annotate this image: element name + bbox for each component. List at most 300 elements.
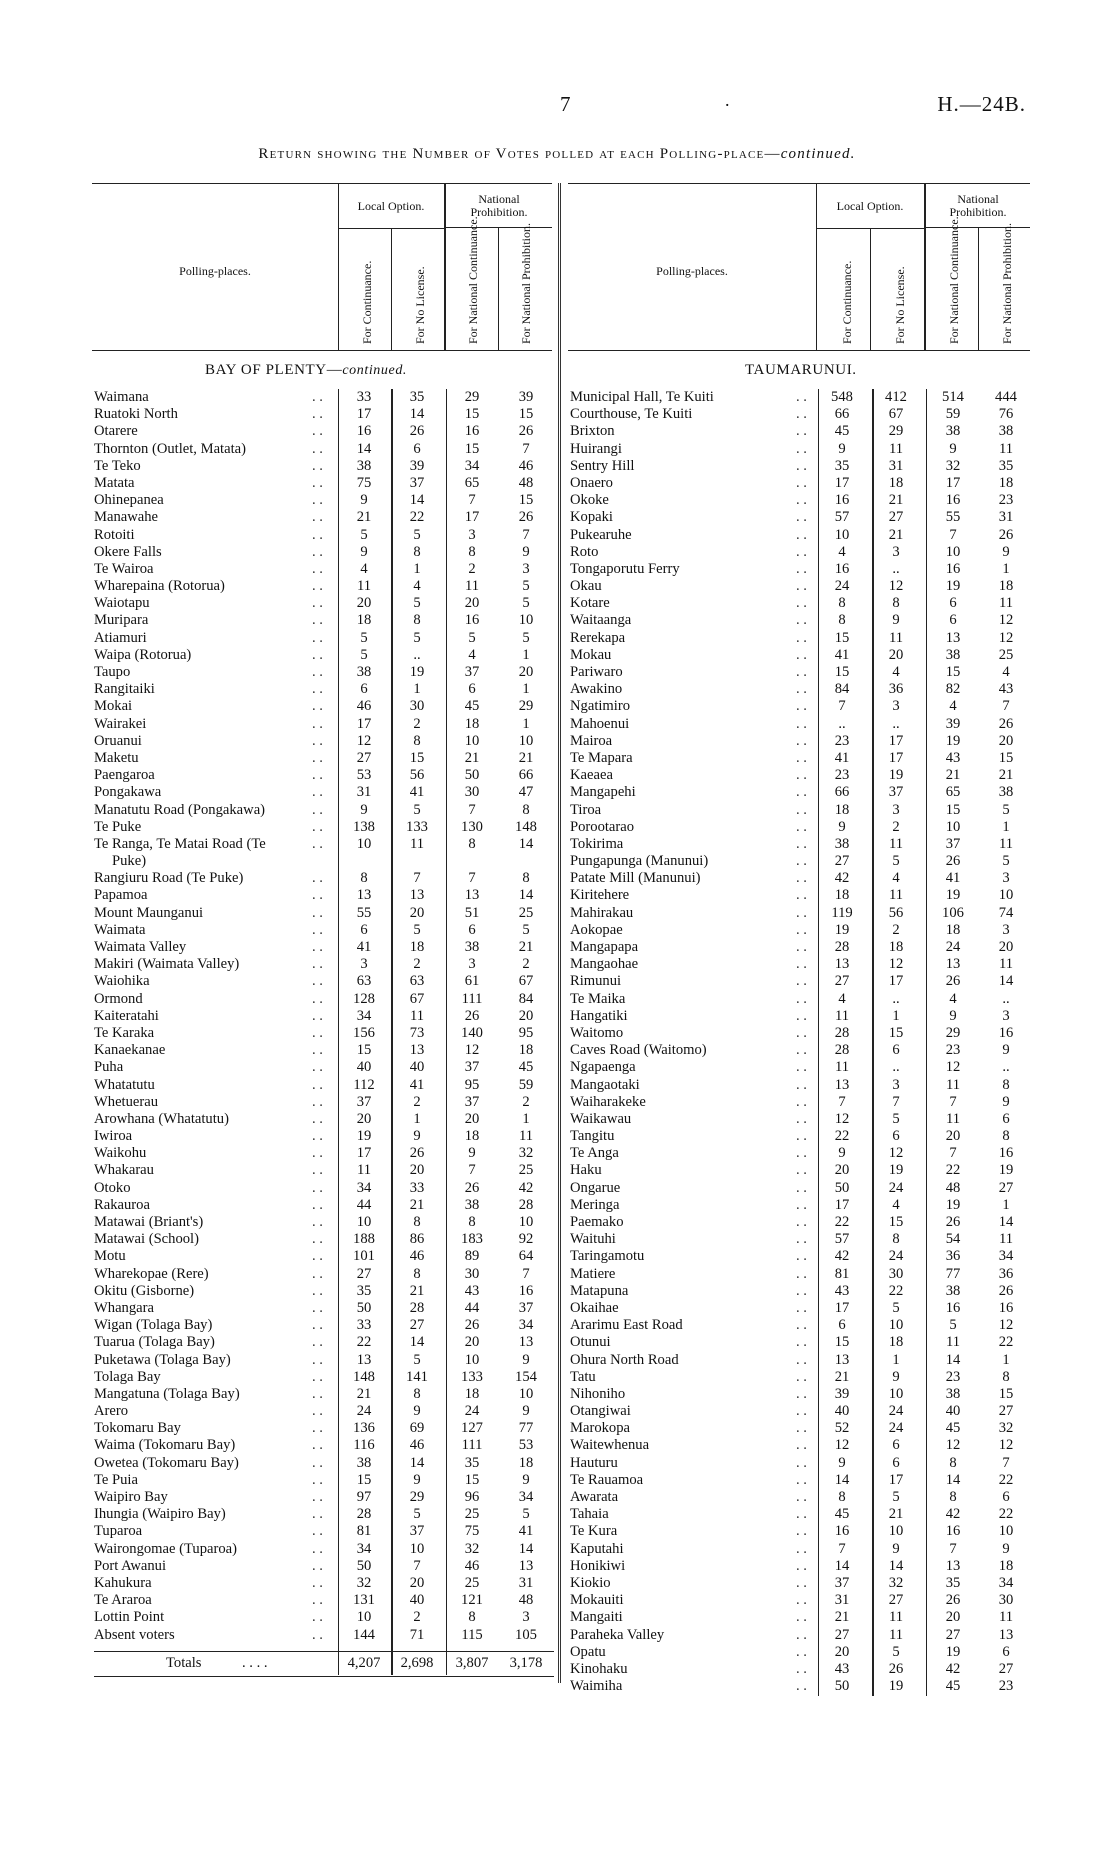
vote-count: 15 bbox=[998, 749, 1014, 766]
vote-count: 21 bbox=[945, 767, 961, 784]
vote-count: 11 bbox=[409, 1007, 425, 1024]
table-row bbox=[570, 870, 1030, 887]
vote-count: 20 bbox=[888, 646, 904, 663]
polling-place-name: Paengaroa bbox=[94, 767, 155, 784]
total-value: 3,178 bbox=[509, 1654, 543, 1671]
vote-count: 11 bbox=[998, 956, 1014, 973]
local-option-heading: Local Option. bbox=[338, 184, 444, 229]
vote-count: 31 bbox=[834, 1592, 850, 1609]
polling-place-name: Okere Falls bbox=[94, 543, 162, 560]
vote-count: 18 bbox=[464, 1385, 480, 1402]
vote-count: 75 bbox=[356, 474, 372, 491]
vote-count: 26 bbox=[464, 1007, 480, 1024]
dot-leader: . . bbox=[796, 474, 807, 491]
vote-count: 9 bbox=[1002, 1042, 1010, 1059]
vote-count: 34 bbox=[464, 457, 480, 474]
column-rule bbox=[391, 389, 393, 1675]
vote-count: 12 bbox=[834, 1437, 850, 1454]
vote-count: 13 bbox=[945, 629, 961, 646]
vote-count: 12 bbox=[998, 1317, 1014, 1334]
vote-count: 35 bbox=[356, 1282, 372, 1299]
polling-place-name: Waitomo bbox=[570, 1024, 624, 1041]
polling-place-name: Waitaanga bbox=[570, 612, 632, 629]
vote-count: 4 bbox=[892, 1196, 900, 1213]
table-row bbox=[570, 716, 1030, 733]
table-row bbox=[94, 767, 554, 784]
table-row bbox=[94, 784, 554, 801]
vote-count: 10 bbox=[888, 1317, 904, 1334]
table-row bbox=[570, 1627, 1030, 1644]
vote-count: 34 bbox=[998, 1574, 1014, 1591]
vote-count: 45 bbox=[834, 423, 850, 440]
vote-count: 18 bbox=[834, 887, 850, 904]
vote-count: 6 bbox=[468, 921, 476, 938]
vote-count: 41 bbox=[409, 1076, 425, 1093]
vote-count: 7 bbox=[413, 1557, 421, 1574]
vote-count: 4 bbox=[1002, 664, 1010, 680]
vote-count: 20 bbox=[464, 595, 480, 612]
vote-count: 2 bbox=[413, 1609, 421, 1626]
polling-place-name: Te Ranga, Te Matai Road (Te bbox=[94, 835, 266, 852]
dot-leader: . . bbox=[796, 1643, 807, 1660]
vote-count: 17 bbox=[888, 732, 904, 749]
polling-place-name: Huirangi bbox=[570, 440, 622, 457]
vote-count: 2 bbox=[413, 715, 421, 732]
vote-count: 21 bbox=[518, 749, 534, 766]
dot-leader: . . bbox=[796, 1317, 807, 1334]
vote-count: 12 bbox=[998, 612, 1014, 629]
vote-count: 64 bbox=[518, 1248, 534, 1265]
polling-place-name: Rerekapa bbox=[570, 629, 626, 646]
vote-count: 20 bbox=[998, 939, 1014, 955]
vote-count: 22 bbox=[409, 509, 425, 526]
table-row bbox=[570, 1472, 1030, 1489]
vote-count: 7 bbox=[949, 526, 957, 543]
vote-count: 34 bbox=[356, 1179, 372, 1196]
vote-count: 15 bbox=[409, 749, 425, 766]
dot-leader: . . bbox=[796, 1557, 807, 1574]
vote-count: 7 bbox=[522, 1265, 530, 1282]
polling-place-name: Kaeaea bbox=[570, 767, 613, 784]
vote-count: 37 bbox=[464, 1093, 480, 1110]
table-row bbox=[94, 423, 554, 440]
vote-count: 27 bbox=[356, 749, 372, 766]
vote-count: 11 bbox=[945, 1076, 961, 1093]
dot-leader: . . bbox=[312, 1368, 323, 1385]
dot-leader: . . bbox=[312, 440, 323, 457]
polling-place-name: Mokau bbox=[570, 646, 612, 663]
vote-count: 15 bbox=[888, 1024, 904, 1041]
vote-count: 13 bbox=[409, 1042, 425, 1059]
table-row bbox=[94, 1506, 554, 1523]
vote-count: 17 bbox=[464, 509, 480, 526]
vote-count: 111 bbox=[461, 1437, 483, 1454]
polling-place-name: Ngatimiro bbox=[570, 698, 630, 715]
vote-count: 37 bbox=[356, 1093, 372, 1110]
vote-count: 15 bbox=[998, 1385, 1014, 1402]
vote-count: 42 bbox=[945, 1506, 961, 1523]
table-row bbox=[94, 922, 554, 939]
polling-place-name: Awakino bbox=[570, 681, 623, 698]
table-row bbox=[94, 612, 554, 629]
dot-leader: . . bbox=[312, 1059, 323, 1076]
polling-place-name: Te Rauamoa bbox=[570, 1471, 644, 1488]
column-rule bbox=[446, 389, 447, 1675]
polling-place-name: Manawahe bbox=[94, 509, 159, 526]
vote-count: 27 bbox=[998, 1660, 1014, 1677]
left-column-header bbox=[92, 183, 552, 351]
polling-place-name: Kotare bbox=[570, 595, 610, 612]
vote-count: 10 bbox=[888, 1385, 904, 1402]
table-row bbox=[570, 1283, 1030, 1300]
dot-leader: . . bbox=[312, 1489, 323, 1505]
vote-count: 38 bbox=[998, 423, 1014, 440]
polling-place-name: Mangatuna (Tolaga Bay) bbox=[94, 1385, 240, 1402]
vote-count: 26 bbox=[998, 715, 1014, 732]
vote-count: 5 bbox=[1002, 801, 1010, 818]
polling-place-name: Waikawau bbox=[570, 1110, 632, 1127]
polling-place-name: Haku bbox=[570, 1162, 602, 1179]
table-row bbox=[570, 1609, 1030, 1626]
vote-count: 28 bbox=[834, 1042, 850, 1059]
vote-count: 1 bbox=[413, 681, 421, 698]
dot-leader: . . bbox=[312, 956, 323, 973]
vote-count: 2 bbox=[413, 1093, 421, 1110]
dot-leader: . . bbox=[312, 664, 323, 680]
table-row bbox=[94, 406, 554, 423]
vote-count: 41 bbox=[356, 939, 372, 955]
vote-count: 1 bbox=[522, 1110, 530, 1127]
vote-count: 46 bbox=[409, 1248, 425, 1265]
total-value: 4,207 bbox=[347, 1654, 381, 1671]
vote-count: 6 bbox=[360, 681, 368, 698]
vote-count: 21 bbox=[888, 492, 904, 509]
polling-place-name: Ihungia (Waipiro Bay) bbox=[94, 1506, 226, 1523]
vote-count: 14 bbox=[518, 835, 534, 852]
vote-count: 13 bbox=[834, 1076, 850, 1093]
table-row bbox=[94, 1523, 554, 1540]
dot-leader: . . bbox=[312, 492, 323, 509]
polling-place-name: Tongaporutu Ferry bbox=[570, 560, 680, 577]
vote-count: 35 bbox=[464, 1454, 480, 1471]
polling-place-name: Makiri (Waimata Valley) bbox=[94, 956, 240, 973]
dot-leader: . . bbox=[796, 715, 807, 732]
vote-count: 43 bbox=[834, 1282, 850, 1299]
dot-leader: . . bbox=[312, 1471, 323, 1488]
dot-leader: . . bbox=[796, 1678, 807, 1695]
vote-count: 6 bbox=[1002, 1489, 1010, 1505]
vote-count: 50 bbox=[356, 1299, 372, 1316]
polling-place-name: Pongakawa bbox=[94, 784, 162, 801]
table-row bbox=[570, 1094, 1030, 1111]
vote-count: 18 bbox=[834, 801, 850, 818]
dot-leader: . . bbox=[796, 1385, 807, 1402]
vote-count: 8 bbox=[468, 1214, 476, 1230]
dot-leader: . . bbox=[796, 973, 807, 990]
vote-count: 25 bbox=[464, 1574, 480, 1591]
vote-count: 16 bbox=[518, 1282, 534, 1299]
vote-count: 10 bbox=[464, 732, 480, 749]
dot-leader: . . bbox=[312, 560, 323, 577]
table-row bbox=[94, 1369, 554, 1386]
polling-place-name-continued: Puke) bbox=[112, 853, 147, 870]
polling-place-name: Rangitaiki bbox=[94, 681, 155, 698]
dot-leader: . . bbox=[312, 1592, 323, 1609]
polling-place-name: Waiharakeke bbox=[570, 1093, 646, 1110]
vote-count: 17 bbox=[834, 1299, 850, 1316]
vote-count: 15 bbox=[834, 664, 850, 680]
national-prohibition-heading: National Prohibition. bbox=[446, 184, 552, 228]
vote-count: 89 bbox=[464, 1248, 480, 1265]
polling-place-name: Mangaohae bbox=[570, 956, 639, 973]
vote-count: 412 bbox=[885, 389, 907, 405]
vote-count: 15 bbox=[356, 1471, 372, 1488]
vote-count: 188 bbox=[353, 1231, 375, 1248]
vote-count: 7 bbox=[892, 1093, 900, 1110]
vote-count: 26 bbox=[945, 1214, 961, 1230]
polling-place-name: Porootarao bbox=[570, 818, 635, 835]
vote-count: 1 bbox=[413, 1110, 421, 1127]
vote-count: 17 bbox=[888, 973, 904, 990]
vote-count: 15 bbox=[834, 629, 850, 646]
vote-count: 15 bbox=[945, 664, 961, 680]
vote-count: 51 bbox=[464, 904, 480, 921]
vote-count: 29 bbox=[888, 423, 904, 440]
table-row bbox=[94, 1059, 554, 1076]
vote-count: 96 bbox=[464, 1489, 480, 1505]
vote-count: 2 bbox=[468, 560, 476, 577]
table-row bbox=[94, 1145, 554, 1162]
vote-count: 30 bbox=[409, 698, 425, 715]
vote-count: .. bbox=[413, 646, 421, 663]
dot-leader: . . bbox=[796, 560, 807, 577]
vote-count: 21 bbox=[356, 1385, 372, 1402]
dot-leader: . . bbox=[796, 578, 807, 595]
dot-leader: . . bbox=[312, 818, 323, 835]
dot-leader: . . bbox=[312, 973, 323, 990]
vote-count: 86 bbox=[409, 1231, 425, 1248]
vote-count: 18 bbox=[409, 939, 425, 955]
vote-count: 38 bbox=[356, 1454, 372, 1471]
vote-count: 7 bbox=[838, 1093, 846, 1110]
vote-count: 4 bbox=[892, 664, 900, 680]
polling-place-name: Ararimu East Road bbox=[570, 1317, 683, 1334]
table-row bbox=[570, 887, 1030, 904]
table-row bbox=[94, 802, 554, 819]
vote-count: 106 bbox=[942, 904, 964, 921]
vote-count: 69 bbox=[409, 1420, 425, 1437]
table-row bbox=[94, 561, 554, 578]
table-row bbox=[570, 527, 1030, 544]
dot-leader: . . bbox=[312, 1540, 323, 1557]
polling-place-name: Motu bbox=[94, 1248, 126, 1265]
vote-count: 15 bbox=[888, 1214, 904, 1230]
vote-count: 11 bbox=[834, 1007, 850, 1024]
vote-count: 8 bbox=[413, 612, 421, 629]
table-row bbox=[570, 630, 1030, 647]
table-row bbox=[94, 475, 554, 492]
table-row bbox=[94, 939, 554, 956]
vote-count: 26 bbox=[409, 1145, 425, 1162]
vote-count: 1 bbox=[522, 646, 530, 663]
vote-count: 37 bbox=[945, 835, 961, 852]
vote-count: 7 bbox=[949, 1145, 957, 1162]
vote-count: 15 bbox=[945, 801, 961, 818]
vote-count: 66 bbox=[834, 784, 850, 801]
polling-place-name: Kinohaku bbox=[570, 1660, 628, 1677]
vote-count: 11 bbox=[888, 887, 904, 904]
vote-count: 18 bbox=[998, 474, 1014, 491]
dot-leader: . . bbox=[796, 801, 807, 818]
vote-count: 5 bbox=[413, 629, 421, 646]
table-row bbox=[94, 905, 554, 922]
vote-count: 4 bbox=[838, 543, 846, 560]
vote-count: 19 bbox=[888, 1678, 904, 1695]
table-row bbox=[94, 1558, 554, 1575]
vote-count: 53 bbox=[518, 1437, 534, 1454]
col-for-national-continuance-right: For National Continuance. bbox=[947, 216, 961, 344]
vote-count: 1 bbox=[892, 1351, 900, 1368]
vote-count: 11 bbox=[998, 1609, 1014, 1626]
vote-count: 19 bbox=[834, 921, 850, 938]
vote-count: 84 bbox=[518, 990, 534, 1007]
polling-place-name: Te Anga bbox=[570, 1145, 619, 1162]
vote-count: 14 bbox=[518, 887, 534, 904]
vote-count: 1 bbox=[522, 715, 530, 732]
polling-place-name: Matawai (School) bbox=[94, 1231, 199, 1248]
left-totals-row bbox=[94, 1651, 554, 1677]
vote-count: 6 bbox=[892, 1437, 900, 1454]
vote-count: 55 bbox=[356, 904, 372, 921]
vote-count: 21 bbox=[409, 1282, 425, 1299]
polling-place-name: Waikohu bbox=[94, 1145, 147, 1162]
vote-count: 105 bbox=[515, 1626, 537, 1643]
vote-count: 42 bbox=[834, 870, 850, 887]
vote-count: 16 bbox=[834, 1523, 850, 1540]
dot-leader: . . bbox=[796, 767, 807, 784]
dot-leader: . . bbox=[796, 835, 807, 852]
dot-leader: . . bbox=[796, 646, 807, 663]
vote-count: 27 bbox=[888, 1592, 904, 1609]
vote-count: 75 bbox=[464, 1523, 480, 1540]
vote-count: 1 bbox=[1002, 560, 1010, 577]
vote-count: 17 bbox=[834, 1196, 850, 1213]
table-row bbox=[94, 1455, 554, 1472]
vote-count: 10 bbox=[356, 1609, 372, 1626]
vote-count: 11 bbox=[518, 1128, 534, 1145]
polling-place-name: Mangaiti bbox=[570, 1609, 623, 1626]
vote-count: 26 bbox=[998, 1282, 1014, 1299]
table-caption bbox=[0, 146, 1114, 163]
vote-count: 8 bbox=[413, 1214, 421, 1230]
polling-place-name: Wigan (Tolaga Bay) bbox=[94, 1317, 213, 1334]
vote-count: 16 bbox=[945, 1523, 961, 1540]
table-row bbox=[94, 1077, 554, 1094]
polling-place-name: Matawai (Briant's) bbox=[94, 1214, 204, 1230]
polling-place-name: Tangitu bbox=[570, 1128, 615, 1145]
vote-count: 4 bbox=[413, 578, 421, 595]
vote-count: 25 bbox=[518, 1162, 534, 1179]
vote-count: 8 bbox=[949, 1489, 957, 1505]
table-row bbox=[94, 716, 554, 733]
vote-count: 8 bbox=[892, 595, 900, 612]
vote-count: 112 bbox=[353, 1076, 375, 1093]
vote-count: 5 bbox=[892, 1299, 900, 1316]
vote-count: 11 bbox=[945, 1110, 961, 1127]
vote-count: 57 bbox=[834, 1231, 850, 1248]
dot-leader: . . bbox=[796, 1231, 807, 1248]
vote-count: 14 bbox=[834, 1471, 850, 1488]
vote-count: 32 bbox=[945, 457, 961, 474]
vote-count: 5 bbox=[949, 1317, 957, 1334]
table-row bbox=[94, 1403, 554, 1420]
dot-leader: . . bbox=[796, 990, 807, 1007]
table-row bbox=[570, 1248, 1030, 1265]
vote-count: 1 bbox=[892, 1007, 900, 1024]
vote-count: 36 bbox=[945, 1248, 961, 1265]
polling-place-name: Pungapunga (Manunui) bbox=[570, 853, 709, 870]
dot-leader: . . bbox=[796, 629, 807, 646]
vote-count: 46 bbox=[464, 1557, 480, 1574]
vote-count: 7 bbox=[413, 870, 421, 887]
vote-count: 5 bbox=[892, 1489, 900, 1505]
vote-count: 19 bbox=[409, 664, 425, 680]
polling-place-name: Matata bbox=[94, 474, 135, 491]
table-row bbox=[94, 1592, 554, 1609]
dot-leader: . . bbox=[312, 1437, 323, 1454]
vote-count: 35 bbox=[998, 457, 1014, 474]
dot-leader: . . bbox=[796, 1351, 807, 1368]
table-row bbox=[570, 1455, 1030, 1472]
vote-count: 17 bbox=[356, 1145, 372, 1162]
vote-count: 43 bbox=[945, 749, 961, 766]
caption-continued: continued. bbox=[780, 146, 856, 162]
dot-leader: . . bbox=[312, 1626, 323, 1643]
table-row bbox=[570, 492, 1030, 509]
vote-count: 20 bbox=[356, 1110, 372, 1127]
vote-count: 28 bbox=[834, 939, 850, 955]
dot-leader: . . bbox=[312, 1317, 323, 1334]
vote-count: 26 bbox=[518, 423, 534, 440]
vote-count: 7 bbox=[522, 526, 530, 543]
dot-leader: . . bbox=[796, 1059, 807, 1076]
table-row bbox=[94, 1472, 554, 1489]
polling-place-name: Tokirima bbox=[570, 835, 624, 852]
polling-place-name: Ohura North Road bbox=[570, 1351, 679, 1368]
polling-place-name: Arero bbox=[94, 1403, 129, 1420]
dot-leader: . . bbox=[796, 818, 807, 835]
vote-count: 17 bbox=[834, 474, 850, 491]
vote-count: 27 bbox=[409, 1317, 425, 1334]
vote-count: 82 bbox=[945, 681, 961, 698]
vote-count: 2 bbox=[413, 956, 421, 973]
dot-leader: . . bbox=[796, 1403, 807, 1420]
dot-leader: . . bbox=[312, 1128, 323, 1145]
dot-leader: . . bbox=[312, 474, 323, 491]
table-row bbox=[570, 1592, 1030, 1609]
table-row bbox=[570, 1128, 1030, 1145]
vote-count: 7 bbox=[949, 1093, 957, 1110]
table-row bbox=[94, 991, 554, 1008]
polling-place-name: Kaiteratahi bbox=[94, 1007, 159, 1024]
vote-count: 10 bbox=[409, 1540, 425, 1557]
vote-count: 24 bbox=[888, 1403, 904, 1420]
vote-count: 41 bbox=[409, 784, 425, 801]
table-row bbox=[570, 1489, 1030, 1506]
polling-place-name: Atiamuri bbox=[94, 629, 147, 646]
vote-count: 5 bbox=[892, 853, 900, 870]
vote-count: 18 bbox=[888, 1334, 904, 1351]
